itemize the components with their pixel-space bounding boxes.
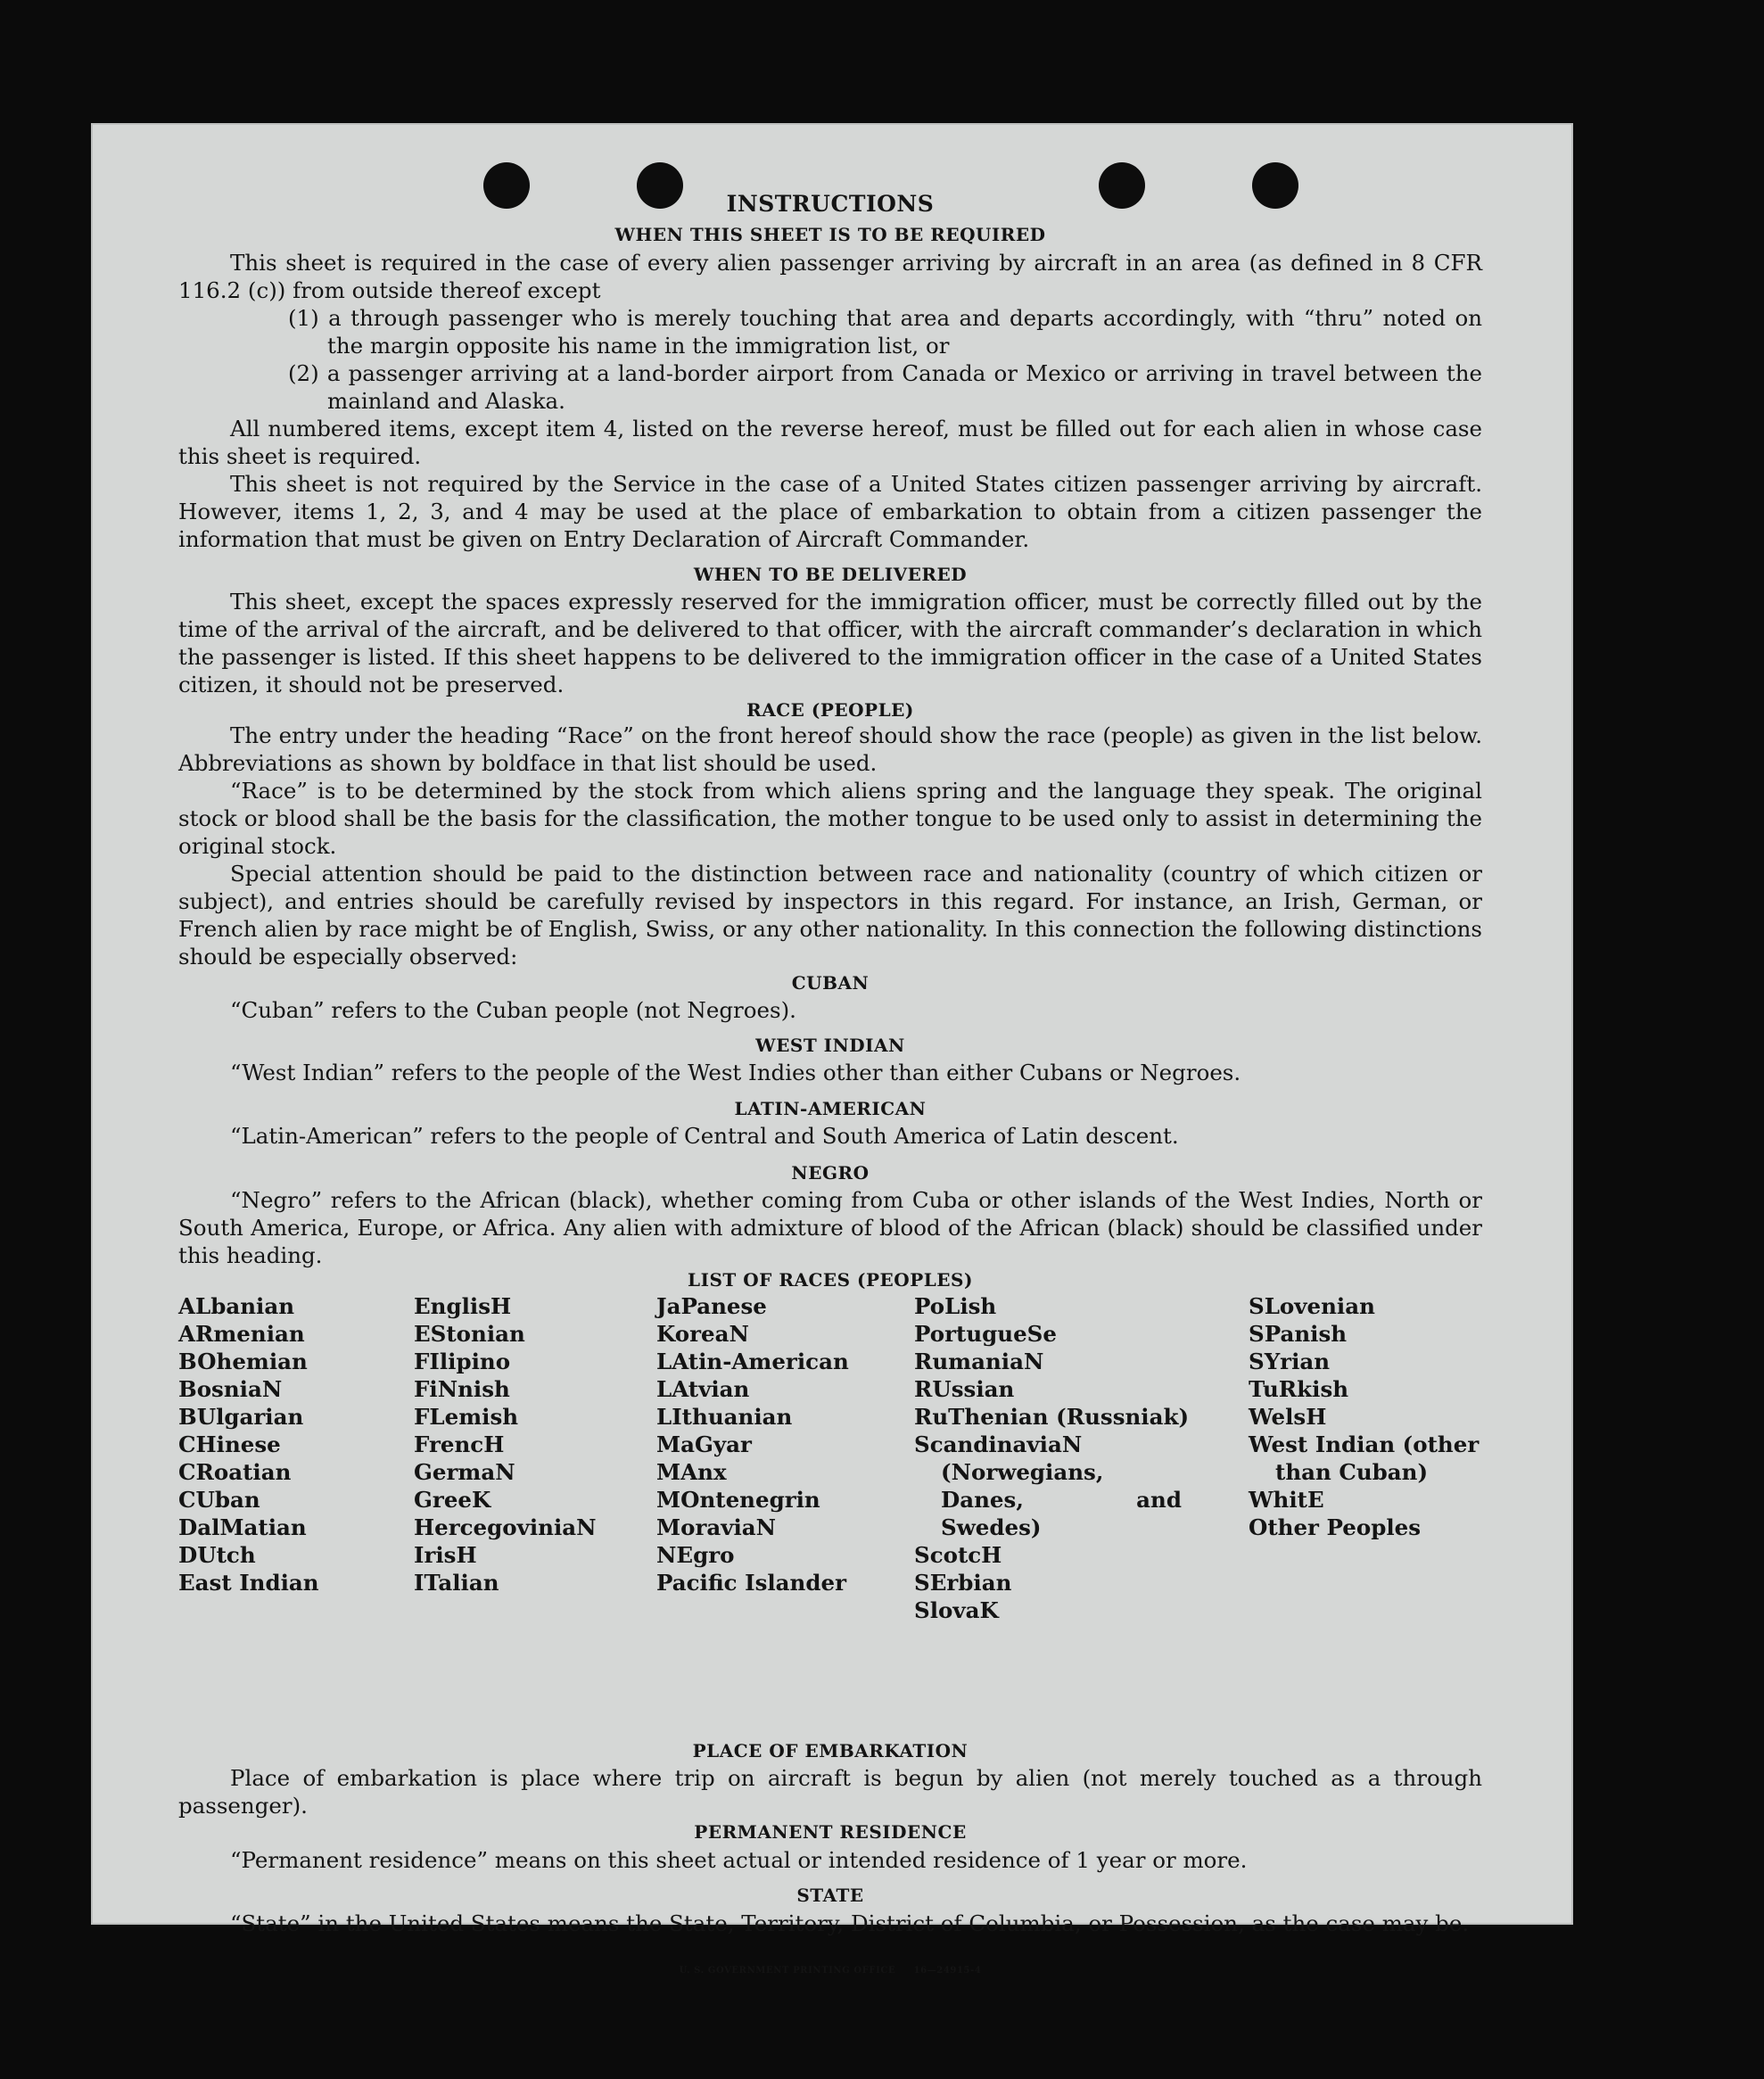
list-item: BUlgarian <box>178 1404 304 1430</box>
list-item: MOntenegrin <box>656 1487 820 1513</box>
list-item-land-border: (2) a passenger arriving at a land-border airport from Canada or Mexico or arriving in travel between the mainland and Alaska. <box>288 360 1482 414</box>
paragraph-west-indian: “West Indian” refers to the people of the West Indies other than either Cubans or Negroes. <box>230 1060 1241 1085</box>
page-title: INSTRUCTIONS <box>726 191 935 217</box>
paragraph-cuban: “Cuban” refers to the Cuban people (not Negroes). <box>230 997 796 1023</box>
list-item: EnglisH <box>414 1293 512 1319</box>
list-item: CHinese <box>178 1431 281 1457</box>
list-item: FIlipino <box>414 1349 511 1374</box>
list-item: DUtch <box>178 1542 256 1568</box>
list-item: Other Peoples <box>1249 1514 1422 1540</box>
list-item: HercegoviniaN <box>414 1514 597 1540</box>
races-column-2 <box>414 1292 597 1596</box>
list-item: RumaniaN <box>914 1349 1044 1374</box>
list-item: MAnx <box>656 1459 727 1485</box>
list-item: SLovenian <box>1249 1293 1375 1319</box>
paragraph-state: “State” in the United States means the State, Territory, District of Columbia, or Possession, as the case may be. <box>230 1910 1470 1936</box>
list-item: KoreaN <box>656 1321 749 1347</box>
list-item: SYrian <box>1249 1349 1331 1374</box>
list-item: EStonian <box>414 1321 525 1347</box>
paragraph-race-nationality: Special attention should be paid to the distinction between race and nationality (country of which citizen or subject), and entries should be carefully revised by inspectors in this regard. For instance, an Irish, German, or French alien by race might be of English, Swiss, or any other nationality. In this connection the following distinctions should be especially observed: <box>178 861 1482 969</box>
races-column-1 <box>178 1292 319 1596</box>
heading-state: STATE <box>796 1885 864 1906</box>
list-item: IrisH <box>414 1542 477 1568</box>
paragraph-negro: “Negro” refers to the African (black), whether coming from Cuba or other islands of the West Indies, North or South America, Europe, or Africa. Any alien with admixture of blood of the African (black) should be classified under this heading. <box>178 1187 1482 1268</box>
paragraph-race-stock: “Race” is to be determined by the stock from which aliens spring and the language they speak. The original stock or blood shall be the basis for the classification, the mother tongue to be used only to assist in determining the original stock. <box>178 778 1482 859</box>
paragraph-delivery: This sheet, except the spaces expressly reserved for the immigration officer, must be correctly filled out by the time of the arrival of the aircraft, and be delivered to that officer, with the aircraft commander’s declaration in which the passenger is listed. If this sheet happens to be delivered to the immigration officer in the case of a United States citizen, it should not be preserved. <box>178 589 1482 697</box>
list-item: LAtin-American <box>656 1349 849 1374</box>
list-item: SErbian <box>914 1570 1012 1596</box>
list-item: West Indian (other than Cuban) <box>1249 1431 1480 1485</box>
list-item: NEgro <box>656 1542 735 1568</box>
list-item: ScandinaviaN (Norwegians, Danes, and Swedes) <box>914 1431 1182 1540</box>
list-item: Pacific Islander <box>656 1570 846 1596</box>
heading-negro: NEGRO <box>791 1162 870 1184</box>
heading-when-required: WHEN THIS SHEET IS TO BE REQUIRED <box>614 224 1046 245</box>
paragraph-latin-american: “Latin-American” refers to the people of Central and South America of Latin descent. <box>230 1123 1179 1149</box>
list-item: LAtvian <box>656 1376 750 1402</box>
paragraph-numbered-items: All numbered items, except item 4, listed on the reverse hereof, must be filled out for each alien in whose case this sheet is required. <box>178 416 1482 469</box>
list-item: MaGyar <box>656 1431 752 1457</box>
list-item: ITalian <box>414 1570 499 1596</box>
list-item: WhitE <box>1249 1487 1324 1513</box>
paragraph-permanent-residence: “Permanent residence” means on this sheet actual or intended residence of 1 year or more. <box>230 1847 1248 1873</box>
list-item: MoraviaN <box>656 1514 777 1540</box>
list-item: SlovaK <box>914 1597 999 1623</box>
list-item: ARmenian <box>178 1321 305 1347</box>
list-item: RuThenian (Russniak) <box>914 1404 1190 1430</box>
list-item: FiNnish <box>414 1376 510 1402</box>
list-item: GreeK <box>414 1487 491 1513</box>
heading-race: RACE (PEOPLE) <box>746 699 914 721</box>
races-column-4 <box>914 1292 1190 1624</box>
races-column-5 <box>1249 1292 1482 1541</box>
races-column-3 <box>656 1292 849 1596</box>
list-item: FLemish <box>414 1404 519 1430</box>
list-item: ScotcH <box>914 1542 1002 1568</box>
list-item: ALbanian <box>178 1293 295 1319</box>
document-sheet <box>91 123 1573 1976</box>
paragraph-race-entry: The entry under the heading “Race” on the front hereof should show the race (people) as given in the list below. Abbreviations as shown by boldface in that list should be used. <box>178 722 1482 776</box>
list-item: CUban <box>178 1487 260 1513</box>
list-item: WelsH <box>1249 1404 1327 1430</box>
list-item: East Indian <box>178 1570 319 1596</box>
list-item: TuRkish <box>1249 1376 1349 1402</box>
list-item: JaPanese <box>656 1293 767 1319</box>
list-item: FrencH <box>414 1431 505 1457</box>
paragraph-citizen-passenger: This sheet is not required by the Service in the case of a United States citizen passenger arriving by aircraft. However, items 1, 2, 3, and 4 may be used at the place of embarkation to obtain from a citizen passenger the information that must be given on Entry Declaration of Aircraft Commander. <box>178 471 1482 552</box>
list-item: BosniaN <box>178 1376 283 1402</box>
list-item: DalMatian <box>178 1514 307 1540</box>
heading-embarkation: PLACE OF EMBARKATION <box>692 1740 969 1761</box>
list-item: PortugueSe <box>914 1321 1057 1347</box>
heading-west-indian: WEST INDIAN <box>755 1035 905 1056</box>
list-item: SPanish <box>1249 1321 1348 1347</box>
paragraph-embarkation: Place of embarkation is place where trip on aircraft is begun by alien (not merely touched as a through passenger). <box>178 1765 1482 1819</box>
heading-list-of-races: LIST OF RACES (PEOPLES) <box>688 1269 973 1291</box>
paragraph-required-intro: This sheet is required in the case of every alien passenger arriving by aircraft in an area (as defined in 8 CFR 116.2 (c)) from outside thereof except <box>178 250 1482 303</box>
printing-office-footer: U. S. GOVERNMENT PRINTING OFFICE 16—24915-4 <box>679 1966 982 1976</box>
heading-when-delivered: WHEN TO BE DELIVERED <box>693 564 968 585</box>
list-item: RUssian <box>914 1376 1015 1402</box>
list-item: LIthuanian <box>656 1404 793 1430</box>
heading-cuban: CUBAN <box>791 972 870 994</box>
heading-latin-american: LATIN-AMERICAN <box>734 1098 927 1119</box>
list-item: PoLish <box>914 1293 997 1319</box>
list-item-through-passenger: (1) a through passenger who is merely touching that area and departs accordingly, with “thru” noted on the margin opposite his name in the immigration list, or <box>288 305 1482 359</box>
heading-permanent-residence: PERMANENT RESIDENCE <box>694 1821 967 1843</box>
list-item: GermaN <box>414 1459 515 1485</box>
list-item: BOhemian <box>178 1349 308 1374</box>
list-item: CRoatian <box>178 1459 292 1485</box>
